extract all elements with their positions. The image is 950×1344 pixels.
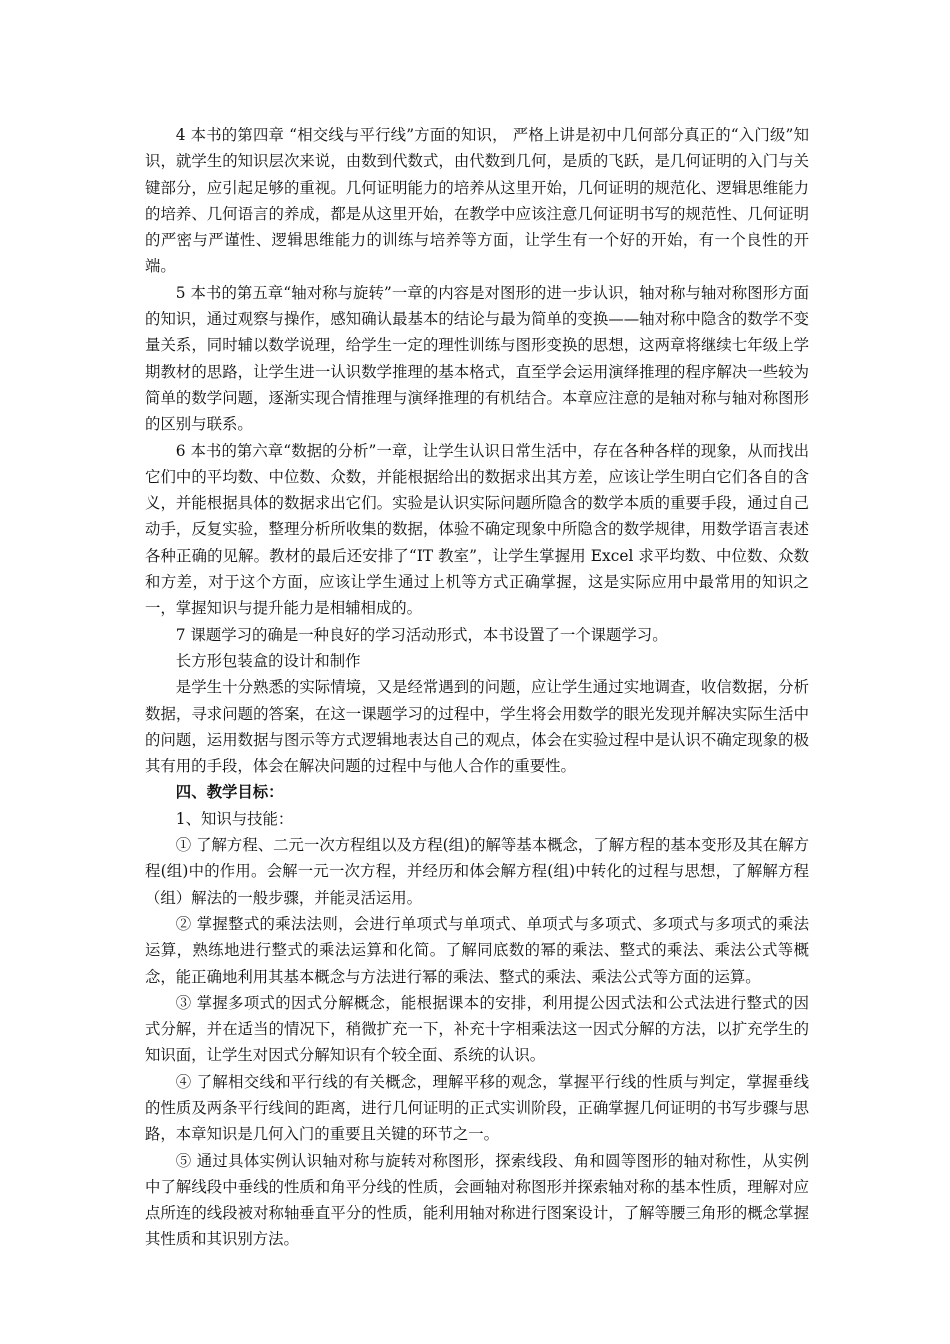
document-page <box>145 122 809 1253</box>
paragraph-chapter-4: 4 本书的第四章 “相交线与平行线”方面的知识， 严格上讲是初中几何部分真正的“入门级”知识，就学生的知识层次来说，由数到代数式，由代数到几何，是质的飞跃，是几何证明的入门与关键部分，应引起足够的重视。几何证明能力的培养从这里开始，几何证明的规范化、逻辑思维能力的培养、几何语言的养成，都是从这里开始，在教学中应该注意几何证明书写的规范性、几何证明的严密与严谨性、逻辑思维能力的训练与培养等方面，让学生有一个好的开始，有一个良性的开端。 <box>145 126 809 276</box>
project-title: 长方形包装盒的设计和制作 <box>175 651 361 670</box>
goal-item-1: ① 了解方程、二元一次方程组以及方程(组)的解等基本概念，了解方程的基本变形及其在解方程(组)中的作用。会解一元一次方程，并经历和体会解方程(组)中转化的过程与思想，了解解方程（组）解法的一般步骤，并能灵活运用。 <box>145 836 809 907</box>
section-heading-teaching-goals: 四、教学目标： <box>175 783 284 802</box>
goal-item-4: ④ 了解相交线和平行线的有关概念，理解平移的观念，掌握平行线的性质与判定，掌握垂线的性质及两条平行线间的距离，进行几何证明的正式实训阶段，正确掌握几何证明的书写步骤与思路，本章知识是几何入门的重要且关键的环节之一。 <box>145 1072 809 1144</box>
paragraph-project-learning: 7 课题学习的确是一种良好的学习活动形式，本书设置了一个课题学习。 <box>175 625 668 644</box>
paragraph-project-description: 是学生十分熟悉的实际情境，又是经常遇到的问题，应让学生通过实地调查，收信数据，分析数据，寻求问题的答案，在这一课题学习的过程中，学生将会用数学的眼光发现并解决实际生活中的问题，运用数据与图示等方式逻辑地表达自己的观点，体会在实验过程中是认识不确定现象的极其有用的手段，体会在解决问题的过程中与他人合作的重要性。 <box>145 678 809 776</box>
goal-item-2: ② 掌握整式的乘法法则，会进行单项式与单项式、单项式与多项式、多项式与多项式的乘法运算，熟练地进行整式的乘法运算和化简。了解同底数的幂的乘法、整式的乘法、乘法公式等概念，能正确地利用其基本概念与方法进行幂的乘法、整式的乘法、乘法公式等方面的运算。 <box>145 914 809 986</box>
goal-item-3: ③ 掌握多项式的因式分解概念，能根据课本的安排，利用提公因式法和公式法进行整式的因式分解，并在适当的情况下，稍微扩充一下，补充十字相乘法这一因式分解的方法，以扩充学生的知识面，让学生对因式分解知识有个较全面、系统的认识。 <box>145 993 809 1065</box>
paragraph-chapter-5: 5 本书的第五章“轴对称与旋转”一章的内容是对图形的进一步认识，轴对称与轴对称图形方面的知识，通过观察与操作，感知确认最基本的结论与最为简单的变换——轴对称中隐含的数学不变量关系，同时辅以数学说理，给学生一定的理性训练与图形变换的思想，这两章将继续七年级上学期教材的思路，让学生进一认识数学推理的基本格式，直至学会运用演绎推理的程序解决一些较为简单的数学问题，逐渐实现合情推理与演绎推理的有机结合。本章应注意的是轴对称与轴对称图形的区别与联系。 <box>145 283 809 434</box>
subheading-knowledge-skills: 1、知识与技能： <box>175 809 294 828</box>
paragraph-chapter-6: 6 本书的第六章“数据的分析”一章，让学生认识日常生活中，存在各种各样的现象，从而找出它们中的平均数、中位数、众数，并能根据给出的数据求出其方差，应该让学生明白它们各自的含义，并能根据具体的数据求出它们。实验是认识实际问题所隐含的数学本质的重要手段，通过自己动手，反复实验，整理分析所收集的数据，体验不确定现象中所隐含的数学规律，用数学语言表述各种正确的见解。教材的最后还安排了“IT 教室”，让学生掌握用 Excel 求平均数、中位数、众数和方差，对于这个方面，应该让学生通过上机等方式正确掌握，这是实际应用中最常用的知识之一，掌握知识与提升能力是相辅相成的。 <box>145 441 809 618</box>
goal-item-5: ⑤ 通过具体实例认识轴对称与旋转对称图形，探索线段、角和圆等图形的轴对称性，从实例中了解线段中垂线的性质和角平分线的性质，会画轴对称图形并探索轴对称的基本性质，理解对应点所连的线段被对称轴垂直平分的性质，能利用轴对称进行图案设计，了解等腰三角形的概念掌握其性质和其识别方法。 <box>145 1151 809 1249</box>
